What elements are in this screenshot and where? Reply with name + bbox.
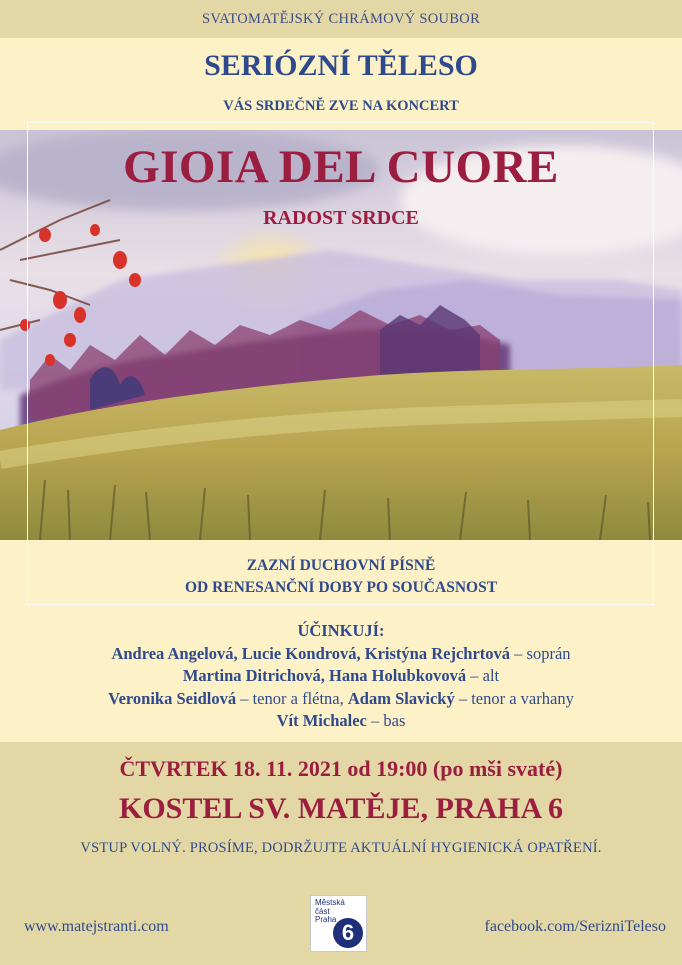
- logo-number: 6: [341, 920, 355, 945]
- performer-names: Andrea Angelová, Lucie Kondrová, Kristýna Rejchrtová: [111, 643, 511, 663]
- performer-row: [0, 643, 682, 666]
- programme-line-2: OD RENESANČNÍ DOBY PO SOUČASNOST: [184, 579, 498, 596]
- programme-line-1: ZAZNÍ DUCHOVNÍ PÍSNĚ: [246, 557, 436, 574]
- ensemble-title: SERIÓZNÍ TĚLESO: [204, 49, 478, 82]
- performer-names: Vít Michalec: [276, 711, 367, 730]
- concert-subtitle: RADOST SRDCE: [263, 207, 419, 229]
- performer-row: [0, 688, 682, 711]
- performer-role: – alt: [466, 666, 500, 685]
- website-link[interactable]: www.matejstranti.com: [24, 918, 169, 935]
- performers-heading: ÚČINKUJÍ:: [297, 621, 385, 640]
- programme-description: [0, 555, 682, 599]
- logo-line: Praha: [315, 915, 337, 924]
- logo-line: Městská: [315, 898, 345, 907]
- performer-names: Veronika Seidlová: [108, 688, 237, 708]
- event-venue: KOSTEL SV. MATĚJE, PRAHA 6: [119, 792, 563, 825]
- performer-row: [0, 710, 682, 733]
- performer-names: Adam Slavický: [347, 688, 455, 708]
- invitation-line: VÁS SRDEČNĚ ZVE NA KONCERT: [223, 98, 459, 114]
- logo-line: část: [315, 906, 330, 916]
- prague-6-district-logo: [310, 895, 367, 952]
- performer-role: – bas: [366, 711, 406, 730]
- logo-six-icon: [332, 917, 364, 949]
- performer-role: – tenor a varhany: [454, 688, 574, 708]
- performers-list: [0, 620, 682, 733]
- facebook-link[interactable]: facebook.com/SerizniTeleso: [484, 918, 666, 935]
- top-band: [0, 0, 682, 38]
- organization-name: SVATOMATĚJSKÝ CHRÁMOVÝ SOUBOR: [201, 10, 481, 27]
- performer-names: Martina Ditrichová, Hana Holubkovová: [182, 666, 467, 685]
- entry-notice: VSTUP VOLNÝ. PROSÍME, DODRŽUJTE AKTUÁLNÍ HYGIENICKÁ OPATŘENÍ.: [80, 840, 602, 856]
- performer-role: – tenor a flétna,: [236, 688, 348, 708]
- concert-title: GIOIA DEL CUORE: [123, 141, 559, 193]
- event-date: ČTVRTEK 18. 11. 2021 od 19:00 (po mši svaté): [119, 756, 563, 781]
- performer-role: – soprán: [510, 643, 571, 663]
- performer-row: [0, 665, 682, 688]
